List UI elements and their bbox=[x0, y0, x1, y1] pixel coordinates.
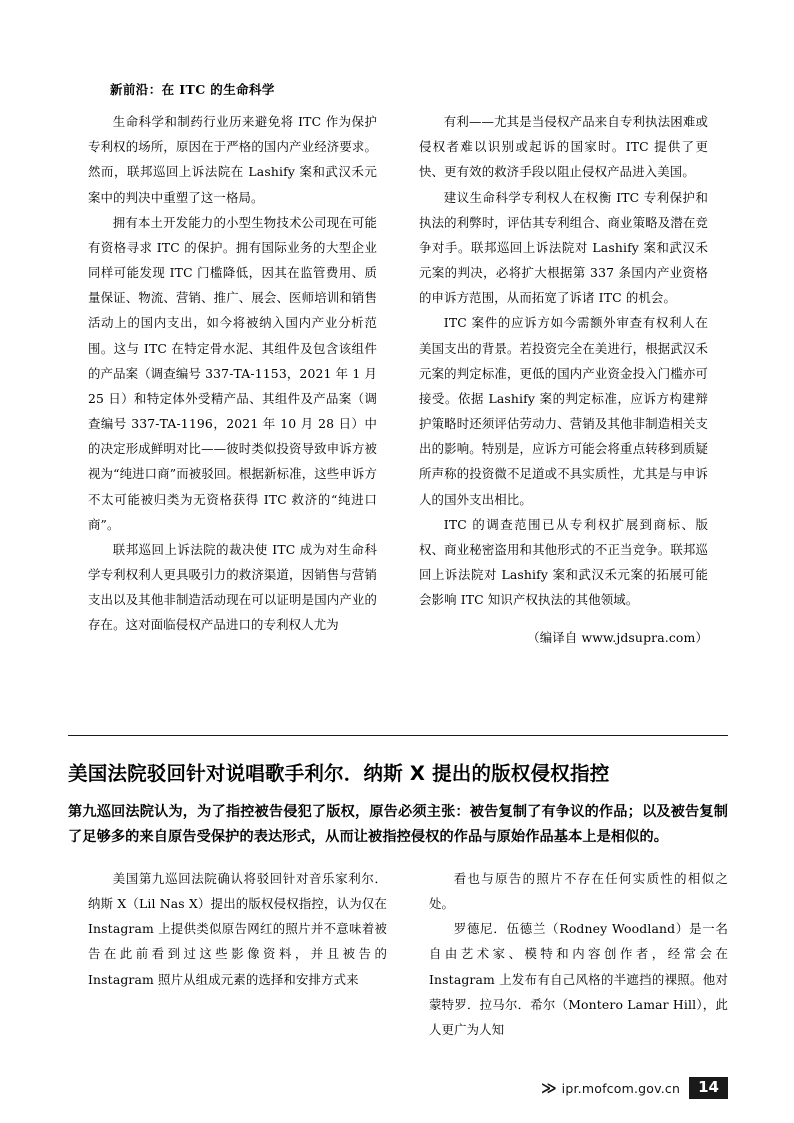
article-headline: 美国法院驳回针对说唱歌手利尔．纳斯 X 提出的版权侵权指控 bbox=[68, 762, 610, 785]
column-left bbox=[88, 866, 387, 1042]
article-lil-nas-x-copyright bbox=[68, 760, 728, 1042]
footer-url: ipr.mofcom.gov.cn bbox=[561, 1080, 681, 1096]
column-right bbox=[419, 109, 708, 651]
paragraph: 联邦巡回上诉法院的裁决使 ITC 成为对生命科学专利权利人更具吸引力的救济渠道，因销售与营销支出以及其他非制造活动现在可以证明是国内产业的存在。这对面临侵权产品进口的专利权人尤为 bbox=[88, 541, 377, 633]
section-heading: 新前沿：在 ITC 的生命科学 bbox=[110, 82, 275, 97]
paragraph: 建议生命科学专利权人在权衡 ITC 专利保护和执法的利弊时，评估其专利组合、商业策略及潜在竞争对手。联邦巡回上诉法院对 Lashify 案和武汉禾元案的判决，必将扩大根据第 337 条国内产业资格的申诉方范围，从而拓宽了诉诸 ITC 的机会。 bbox=[419, 189, 708, 306]
chevron-right-icon: ≫ bbox=[540, 1078, 555, 1097]
paragraph: ITC 的调查范围已从专利权扩展到商标、版权、商业秘密盗用和其他形式的不正当竞争。联邦巡回上诉法院对 Lashify 案和武汉禾元案的拓展可能会影响 ITC 知识产权执法的其他领域。 bbox=[419, 516, 708, 608]
source-credit: （编译自 www.jdsupra.com） bbox=[527, 630, 708, 646]
section-divider bbox=[68, 735, 728, 736]
two-column-layout bbox=[88, 866, 728, 1042]
article-itc-life-sciences bbox=[88, 80, 708, 651]
page-number: 14 bbox=[689, 1077, 728, 1099]
paragraph: 看也与原告的照片不存在任何实质性的相似之处。 bbox=[429, 870, 728, 912]
page-footer bbox=[0, 1075, 794, 1101]
column-right bbox=[429, 866, 728, 1042]
column-left bbox=[88, 109, 377, 651]
article-standfirst: 第九巡回法院认为，为了指控被告侵犯了版权，原告必须主张：被告复制了有争议的作品；以及被告复制了足够多的来自原告受保护的表达形式，从而让被指控侵权的作品与原始作品基本上是相似的。 bbox=[68, 804, 728, 846]
paragraph: 罗德尼．伍德兰（Rodney Woodland）是一名自由艺术家、模特和内容创作者，经常会在 Instagram 上发布有自己风格的半遮挡的裸照。他对蒙特罗．拉马尔．希尔（Montero Lamar Hill），此人更广为人知 bbox=[429, 921, 728, 1037]
paragraph: 美国第九巡回法院确认将驳回针对音乐家利尔．纳斯 X（Lil Nas X）提出的版权侵权指控，认为仅在 Instagram 上提供类似原告网红的照片并不意味着被告在此前看到过这些影像资料，并且被告的 Instagram 照片从组成元素的选择和安排方式来 bbox=[88, 870, 387, 987]
paragraph: 拥有本土开发能力的小型生物技术公司现在可能有资格寻求 ITC 的保护。拥有国际业务的大型企业同样可能发现 ITC 门槛降低，因其在监管费用、质量保证、物流、营销、推广、展会、医师培训和销售活动上的国内支出，如今将被纳入国内产业分析范围。这与 ITC 在特定骨水泥、其组件及包含该组件的产品案（调查编号 337-TA-1153，2021 年 1 月 25 日）和特定体外受精产品、其组件及产品案（调查编号 337-TA-1196，2021 年 10 月 28 日）中的决定形成鲜明对比——彼时类似投资导致申诉方被视为“纯进口商”而被驳回。根据新标准，这些申诉方不太可能被归类为无资格获得 ITC 救济的“纯进口商”。 bbox=[88, 214, 377, 532]
two-column-layout bbox=[88, 109, 708, 651]
paragraph: 有利——尤其是当侵权产品来自专利执法困难或侵权者难以识别或起诉的国家时。ITC 提供了更快、更有效的救济手段以阻止侵权产品进入美国。 bbox=[419, 114, 708, 180]
paragraph: ITC 案件的应诉方如今需额外审查有权利人在美国支出的背景。若投资完全在美进行，根据武汉禾元案的判定标准，更低的国内产业资金投入门槛亦可接受。依据 Lashify 案的判定标准，应诉方构建辩护策略时还须评估劳动力、营销及其他非制造相关支出的影响。特别是，应诉方可能会将重点转移到质疑所声称的投资微不足道或不具实质性，尤其是与申诉人的国外支出相比。 bbox=[419, 315, 708, 507]
paragraph: 生命科学和制药行业历来避免将 ITC 作为保护专利权的场所，原因在于严格的国内产业经济要求。然而，联邦巡回上诉法院在 Lashify 案和武汉禾元案中的判决中重塑了这一格局。 bbox=[88, 114, 377, 205]
